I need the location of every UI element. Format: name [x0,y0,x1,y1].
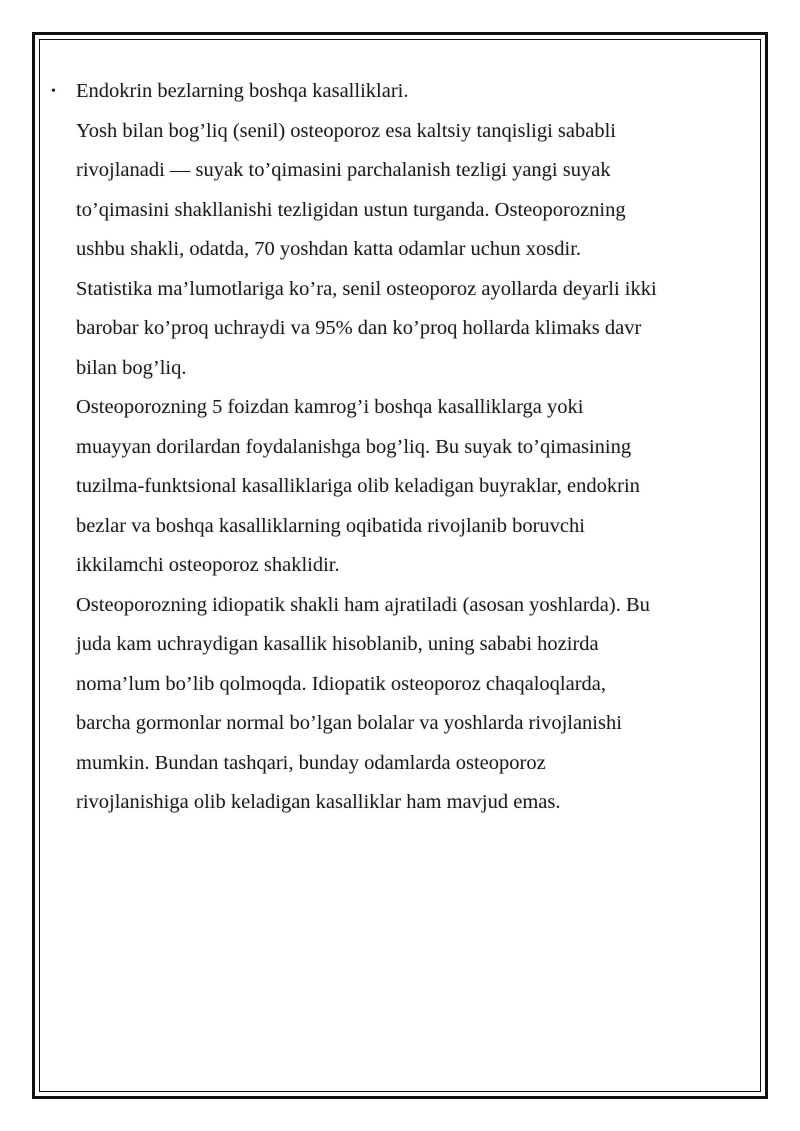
document-body [51,72,736,823]
text-line: barcha gormonlar normal bo’lgan bolalar va yoshlarda rivojlanishi [76,712,622,734]
text-line: ikkilamchi osteoporoz shaklidir. [76,554,340,576]
text-line: Osteoporozning idiopatik shakli ham ajratiladi (asosan yoshlarda). Bu [76,593,650,616]
bullet-dot: • [51,84,56,99]
text-line: Yosh bilan bog’liq (senil) osteoporoz esa kaltsiy tanqisligi sababli [76,119,616,142]
paragraph-secondary-osteoporosis [76,388,736,586]
paragraph-idiopathic-osteoporosis [76,586,736,823]
text-line: ushbu shakli, odatda, 70 yoshdan katta odamlar uchun xosdir. [76,238,582,260]
text-line: bilan bog’liq. [76,356,187,379]
text-line: rivojlanadi — suyak to’qimasini parchalanish tezligi yangi suyak [76,159,611,181]
text-line: noma’lum bo’lib qolmoqda. Idiopatik osteoporoz chaqaloqlarda, [76,672,607,695]
text-line: tuzilma-funktsional kasalliklariga olib keladigan buyraklar, endokrin [76,475,640,497]
bullet-text: Endokrin bezlarning boshqa kasalliklari. [76,80,409,102]
text-line: muayyan dorilardan foydalanishga bog’liq. Bu suyak to’qimasining [76,435,632,458]
text-line: to’qimasini shakllanishi tezligidan ustun turganda. Osteoporozning [76,198,626,221]
text-line: juda kam uchraydigan kasallik hisoblanib, uning sababi hozirda [76,633,599,655]
paragraph-senile-osteoporosis [76,112,736,389]
text-line: barobar ko’proq uchraydi va 95% dan ko’proq hollarda klimaks davr [76,317,642,339]
text-line: Statistika ma’lumotlariga ko’ra, senil osteoporoz ayollarda deyarli ikki [76,277,657,300]
text-line: Osteoporozning 5 foizdan kamrog’i boshqa kasalliklarga yoki [76,396,584,418]
text-line: bezlar va boshqa kasalliklarning oqibatida rivojlanib boruvchi [76,514,585,537]
text-line: mumkin. Bundan tashqari, bunday odamlarda osteoporoz [76,751,546,774]
bullet-item [51,72,736,112]
text-line: rivojlanishiga olib keladigan kasalliklar ham mavjud emas. [76,791,561,813]
